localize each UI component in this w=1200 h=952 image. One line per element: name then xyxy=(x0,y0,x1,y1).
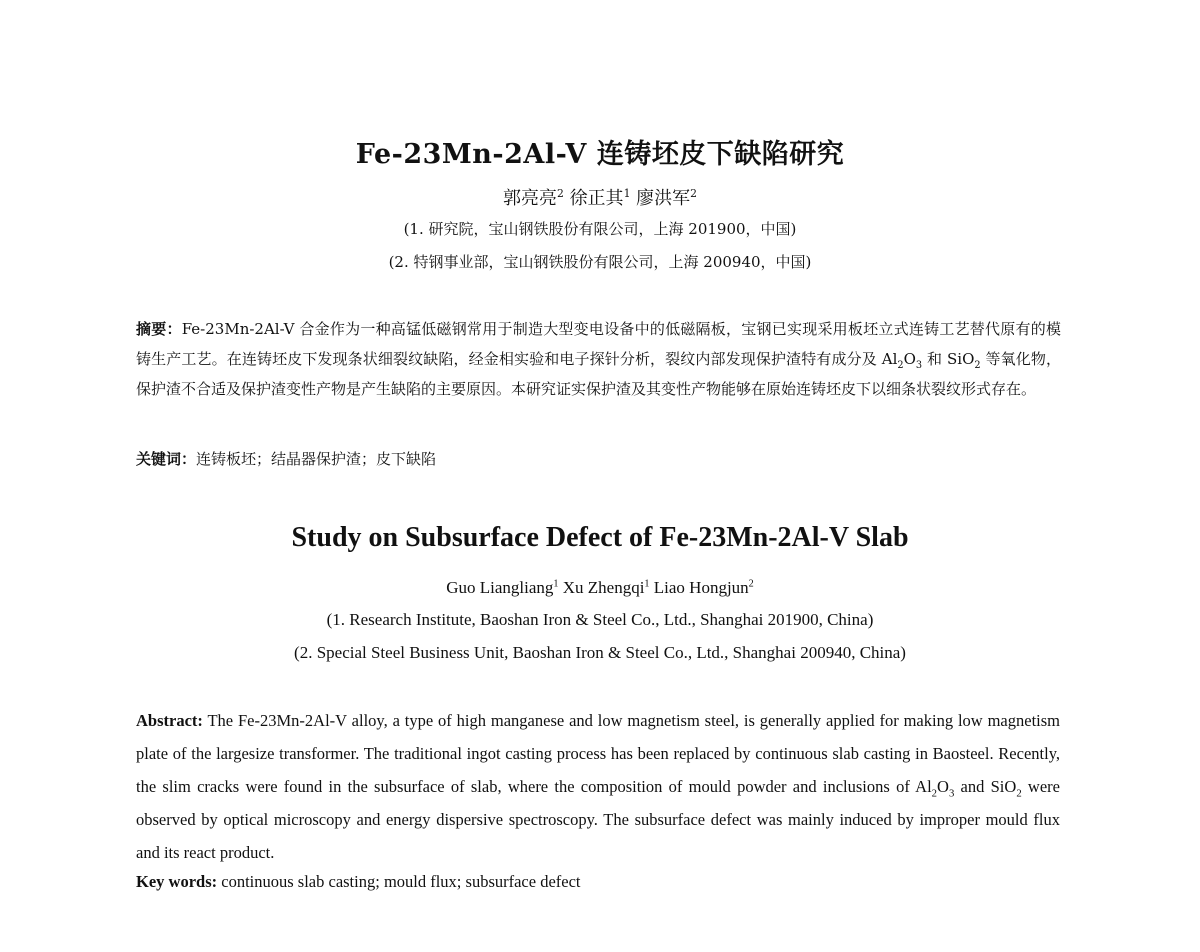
keywords-label: Key words: xyxy=(136,872,218,891)
abstract-label: Abstract: xyxy=(136,711,203,730)
english-keywords xyxy=(136,872,581,892)
chinese-title: Fe-23Mn-2Al-V 连铸坯皮下缺陷研究 xyxy=(355,139,845,170)
author-name: Liao Hongjun xyxy=(653,578,749,597)
subscript: 2 xyxy=(931,787,938,800)
author-affiliation-mark: 2 xyxy=(748,578,754,590)
author-name: 徐正其 xyxy=(569,188,624,209)
english-affiliation-2: (2. Special Steel Business Unit, Baoshan Iron & Steel Co., Ltd., Shanghai 200940, China) xyxy=(294,643,906,662)
author-affiliation-mark: 2 xyxy=(690,187,698,200)
author-name: 廖洪军 xyxy=(636,188,691,209)
chinese-abstract xyxy=(136,314,1061,404)
abstract-text: 和 SiO xyxy=(922,350,975,368)
abstract-label: 摘要： xyxy=(136,320,182,338)
subscript: 2 xyxy=(974,360,981,371)
formula-text: O xyxy=(937,777,949,796)
chinese-keywords xyxy=(136,448,436,469)
subscript: 3 xyxy=(948,787,955,800)
author-name: Xu Zhengqi xyxy=(562,578,645,597)
english-abstract xyxy=(136,704,1060,869)
chinese-affiliation-2: (2. 特钢事业部，宝山钢铁股份有限公司，上海 200940，中国) xyxy=(388,253,812,271)
chinese-affiliation-1: (1. 研究院，宝山钢铁股份有限公司，上海 201900，中国) xyxy=(403,220,797,238)
abstract-text: and SiO xyxy=(954,777,1017,796)
abstract-text: The Fe-23Mn-2Al-V alloy, a type of high manganese and low magnetism steel, is generally applied for making low magnetism plate of the largesize transformer. The traditional ingot casting process has been replaced by continuous slab casting in Baosteel. Recently, the slim cracks were found in the subsurface of slab, where the composition of mould powder and inclusions of Al xyxy=(136,711,1060,796)
english-authors xyxy=(0,578,1200,598)
abstract-text: 等氧化物，保护渣不合适及保护渣变性产物是产生缺陷的主要原因。本研究证实保护渣及其变性产物能够在原始连铸坯皮下以细条状裂纹形式存在。 xyxy=(136,350,1061,398)
author-affiliation-mark: 1 xyxy=(623,187,631,200)
author-name: 郭亮亮 xyxy=(502,188,557,209)
subscript: 2 xyxy=(897,360,904,371)
english-title: Study on Subsurface Defect of Fe-23Mn-2Al-V Slab xyxy=(291,522,909,553)
author-affiliation-mark: 2 xyxy=(556,187,564,200)
keywords-text: continuous slab casting; mould flux; subsurface defect xyxy=(217,872,581,891)
abstract-text: were observed by optical microscopy and energy dispersive spectroscopy. The subsurface defect was mainly induced by improper mould flux and its react product. xyxy=(136,777,1060,862)
author-name: Guo Liangliang xyxy=(446,578,554,597)
keywords-label: 关键词： xyxy=(136,450,197,468)
keywords-text: 连铸板坯；结晶器保护渣；皮下缺陷 xyxy=(196,450,437,468)
english-affiliation-1: (1. Research Institute, Baoshan Iron & Steel Co., Ltd., Shanghai 201900, China) xyxy=(326,610,874,629)
chinese-authors xyxy=(0,184,1200,210)
author-affiliation-mark: 1 xyxy=(553,578,559,590)
author-affiliation-mark: 1 xyxy=(644,578,650,590)
formula-text: O xyxy=(903,350,916,368)
subscript: 3 xyxy=(915,360,923,371)
abstract-text: Fe-23Mn-2Al-V 合金作为一种高锰低磁钢常用于制造大型变电设备中的低磁隔板，宝钢已实现采用板坯立式连铸工艺替代原有的模铸生产工艺。在连铸坯皮下发现条状细裂纹缺陷，经金相实验和电子探针分析，裂纹内部发现保护渣特有成分及 Al xyxy=(136,320,1061,368)
subscript: 2 xyxy=(1016,787,1022,800)
